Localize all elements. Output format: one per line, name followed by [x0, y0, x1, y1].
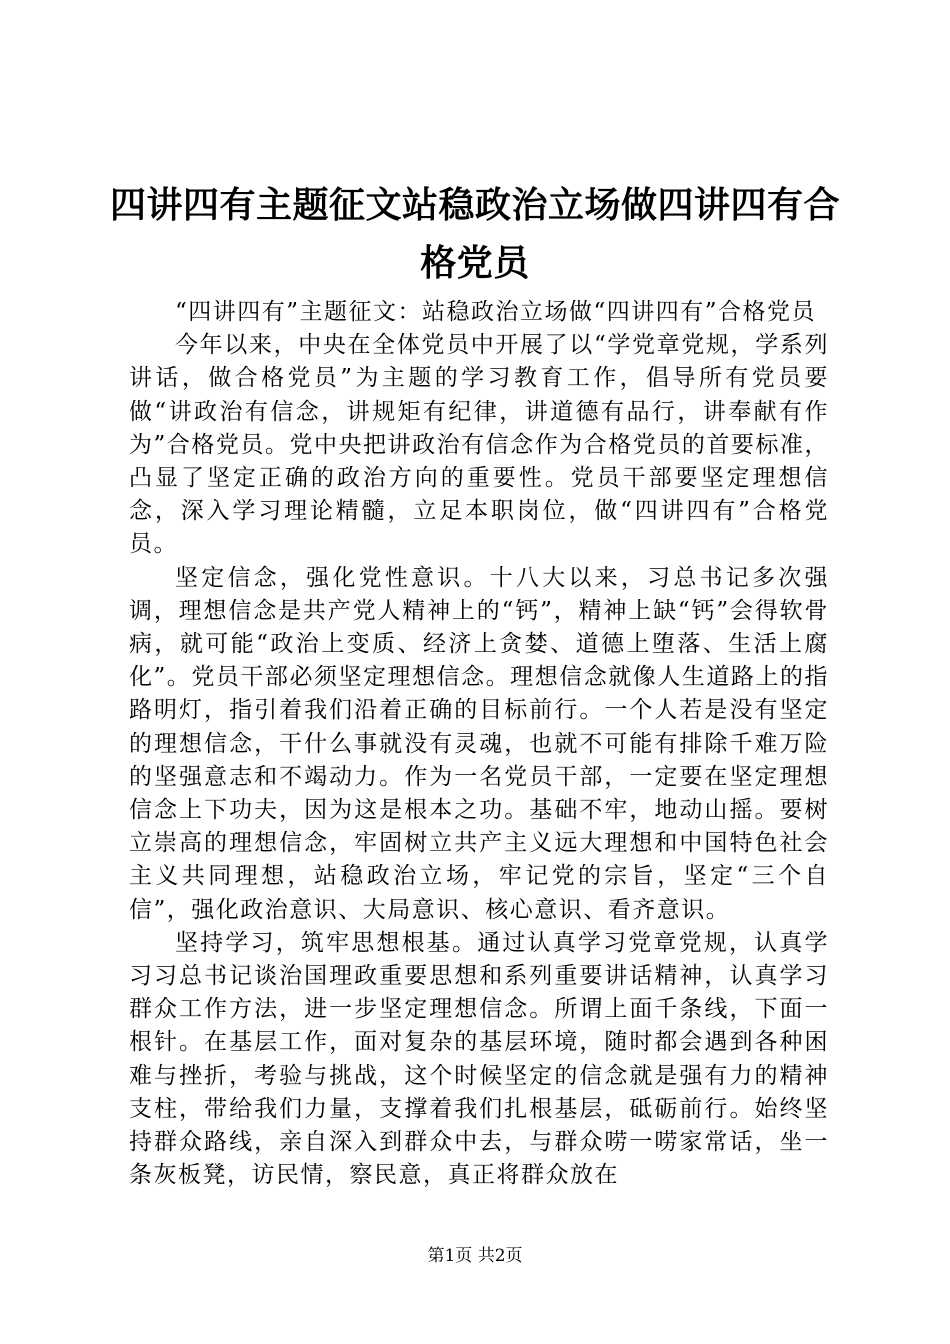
paragraph-firm-belief: 坚定信念，强化党性意识。十八大以来，习总书记多次强调，理想信念是共产党人精神上的“钙”，精神上缺“钙”会得软骨病，就可能“政治上变质、经济上贪婪、道德上堕落、生活上腐化”。党员干部必须坚定理想信念。理想信念就像人生道路上的指路明灯，指引着我们沿着正确的目标前行。一个人若是没有坚定的理想信念，干什么事就没有灵魂，也就不可能有排除千难万险的坚强意志和不竭动力。作为一名党员干部，一定要在坚定理想信念上下功夫，因为这是根本之功。基础不牢，地动山摇。要树立崇高的理想信念，牢固树立共产主义远大理想和中国特色社会主义共同理想，站稳政治立场，牢记党的宗旨，坚定“三个自信”，强化政治意识、大局意识、核心意识、看齐意识。 — [129, 564, 829, 923]
document-title: 四讲四有主题征文站稳政治立场做四讲四有合格党员 — [110, 184, 841, 284]
document-body — [129, 296, 829, 1192]
paragraph-keep-learning: 坚持学习，筑牢思想根基。通过认真学习党章党规，认真学习习总书记谈治国理政重要思想和系列重要讲话精神，认真学习群众工作方法，进一步坚定理想信念。所谓上面千条线，下面一根针。在基层工作，面对复杂的基层环境，随时都会遇到各种困难与挫折，考验与挑战，这个时候坚定的信念就是强有力的精神支柱，带给我们力量，支撑着我们扎根基层，砥砺前行。始终坚持群众路线，亲自深入到群众中去，与群众唠一唠家常话，坐一条灰板凳，访民情，察民意，真正将群众放在 — [129, 929, 829, 1189]
paragraph-intro: 今年以来，中央在全体党员中开展了以“学党章党规，学系列讲话，做合格党员”为主题的学习教育工作，倡导所有党员要做“讲政治有信念，讲规矩有纪律，讲道德有品行，讲奉献有作为”合格党员。党中央把讲政治有信念作为合格党员的首要标准，凸显了坚定正确的政治方向的重要性。党员干部要坚定理想信念，深入学习理论精髓，立足本职岗位，做“四讲四有”合格党员。 — [129, 332, 829, 558]
page-number-footer: 第1页 共2页 — [427, 1246, 523, 1266]
paragraph-subtitle: “四讲四有”主题征文：站稳政治立场做“四讲四有”合格党员 — [175, 299, 817, 325]
